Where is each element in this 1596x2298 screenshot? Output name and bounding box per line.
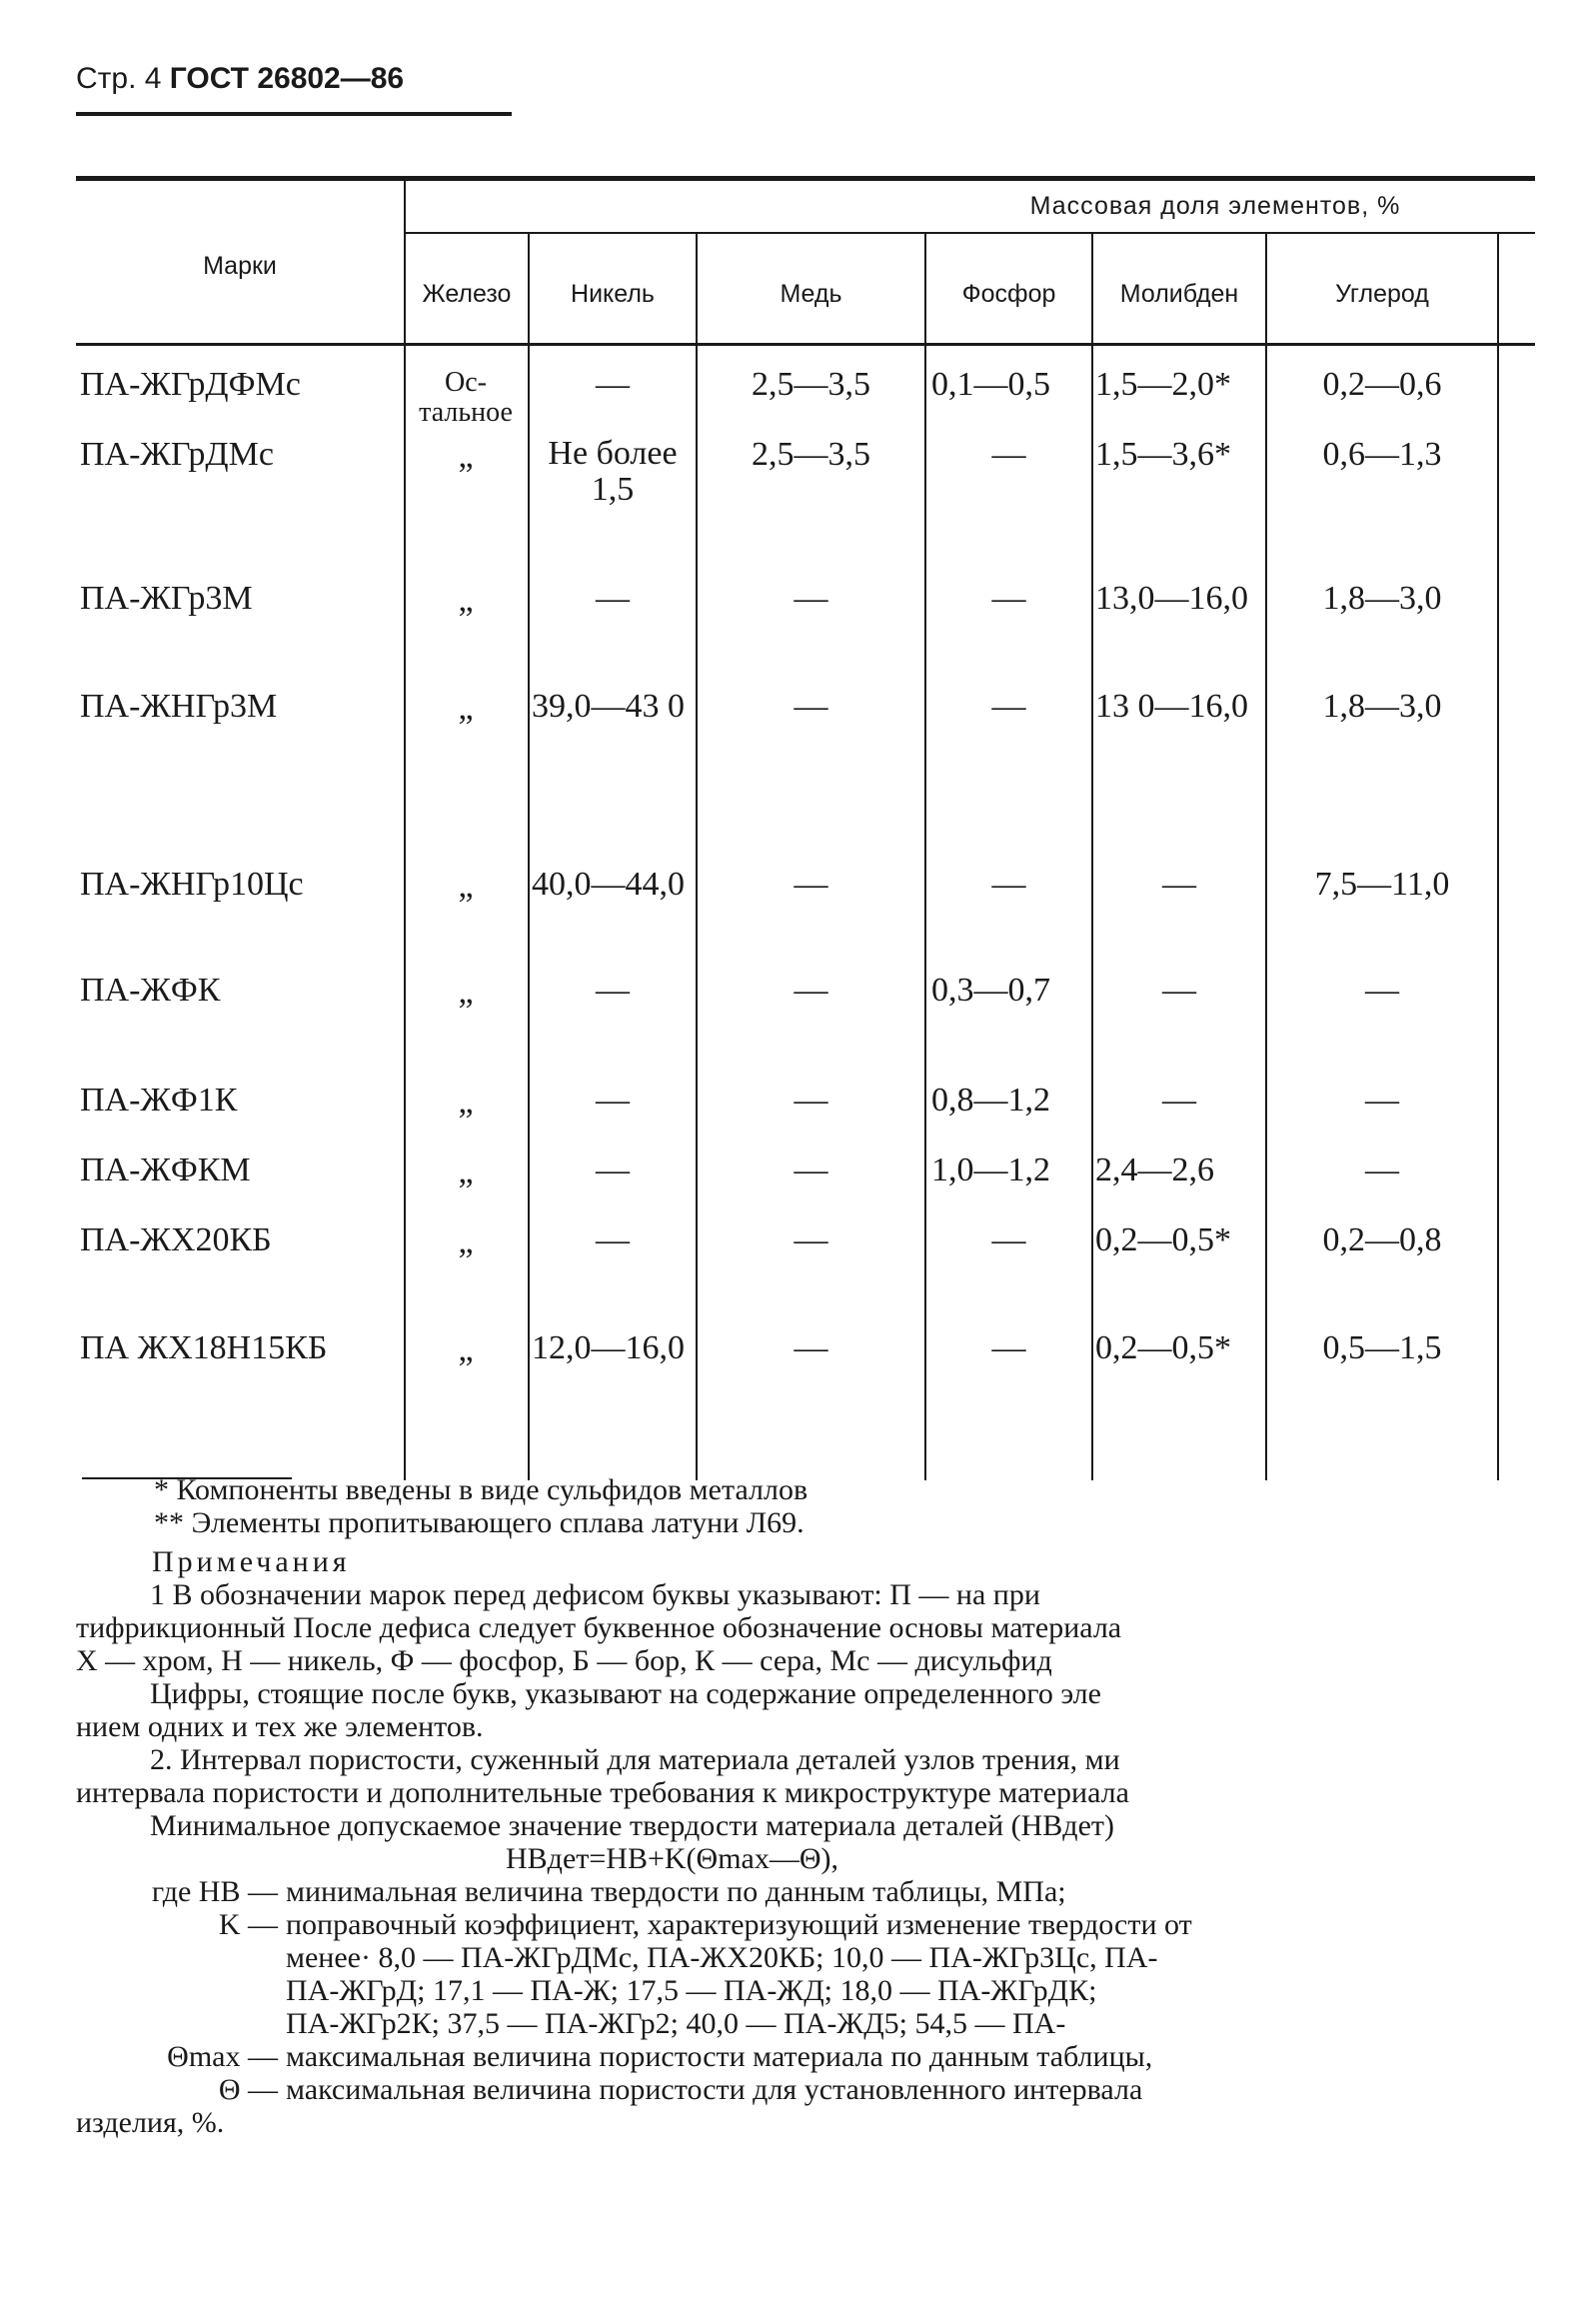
cell-carbon: 7,5—11,0 (1314, 866, 1450, 903)
definition-theta (76, 2073, 1475, 2106)
cell-iron: „ (458, 582, 474, 619)
cell-molybdenum: 2,4—2,6 (1095, 1151, 1214, 1188)
note-1-line: тифрикционный После дефиса следует буквенное обозначение основы материала (76, 1611, 1122, 1644)
note-1-line: Х — хром, Н — никель, Ф — фосфор, Б — бор, К — сера, Мс — дисульфид (76, 1644, 1052, 1677)
cell-molybdenum: 13,0—16,0 (1095, 580, 1248, 617)
cell-iron: „ (458, 1331, 474, 1368)
row-grade: ПА-ЖНГр10Цс (80, 866, 304, 903)
cell-phosphorus: — (991, 580, 1026, 617)
definitions (76, 1875, 1475, 2106)
col-header-grade: Марки (203, 252, 277, 280)
cell-molybdenum: — (1162, 866, 1196, 903)
cell-copper: 2,5—3,5 (752, 366, 870, 403)
cell-nickel: — (596, 1151, 630, 1188)
row-grade: ПА-ЖГрДМс (80, 436, 274, 473)
last-line: изделия, %. (76, 2106, 225, 2139)
col-divider (528, 233, 530, 1480)
col-divider (924, 233, 926, 1480)
definition-text: минимальная величина твердости по данным таблицы, МПа; (286, 1875, 1066, 1908)
cell-carbon: — (1365, 1082, 1399, 1119)
row-grade: ПА ЖХ18Н15КБ (80, 1329, 328, 1366)
cell-phosphorus: 0,3—0,7 (931, 972, 1050, 1009)
note-1-line: нием одних и тех же элементов. (76, 1710, 484, 1743)
col-header-nickel: Никель (571, 280, 655, 308)
row-grade: ПА-ЖГрДФМс (80, 366, 301, 403)
definition-text: максимальная величина пористости для установленного интервала (286, 2073, 1143, 2106)
definition-symbol: Θ — (218, 2073, 278, 2106)
definition-symbol: где HB — (151, 1875, 278, 1908)
table-subheader-rule (405, 232, 1535, 234)
cell-iron: „ (458, 690, 474, 727)
hardness-formula: HBдет=HB+K(Θmax—Θ), (506, 1842, 839, 1875)
footnote-1: * Компоненты введены в виде сульфидов металлов (154, 1473, 808, 1506)
cell-molybdenum: 1,5—2,0* (1095, 366, 1231, 403)
cell-carbon: 0,2—0,6 (1322, 366, 1442, 403)
cell-iron: „ (458, 1223, 474, 1260)
col-header-molybdenum: Молибден (1119, 280, 1239, 308)
col-header-carbon: Углерод (1335, 280, 1429, 308)
standard-code: ГОСТ 26802—86 (169, 62, 405, 95)
row-grade: ПА-ЖФКМ (80, 1151, 251, 1188)
note-2-line: 2. Интервал пористости, суженный для материала деталей узлов трения, ми (150, 1743, 1120, 1776)
definition-theta-max (76, 2040, 1475, 2073)
col-header-phosphorus: Фосфор (961, 280, 1056, 308)
definition-symbol: Θmax — (167, 2040, 278, 2073)
cell-copper: — (794, 1082, 828, 1119)
cell-carbon: — (1365, 972, 1399, 1009)
definition-text: ПА-ЖГрД; 17,1 — ПА-Ж; 17,5 — ПА-ЖД; 18,0 — ПА-ЖГрДК; (286, 1974, 1097, 2007)
cell-molybdenum: 13 0—16,0 (1095, 688, 1248, 725)
table-top-rule (76, 176, 1535, 181)
cell-iron: Ос-тальное (419, 367, 513, 428)
cell-phosphorus: — (991, 866, 1026, 903)
row-grade: ПА-ЖФК (80, 972, 221, 1009)
cell-copper: 2,5—3,5 (752, 436, 870, 473)
row-grade: ПА-ЖНГр3М (80, 688, 278, 725)
cell-iron: „ (458, 1084, 474, 1121)
col-header-iron: Железо (422, 280, 512, 308)
cell-phosphorus: — (991, 1221, 1026, 1258)
cell-copper: — (794, 866, 828, 903)
cell-molybdenum: 0,2—0,5* (1095, 1221, 1231, 1258)
cell-molybdenum: 1,5—3,6* (1095, 436, 1231, 473)
cell-phosphorus: 1,0—1,2 (931, 1151, 1050, 1188)
cell-carbon: 1,8—3,0 (1322, 688, 1442, 725)
page-number: Стр. 4 (76, 62, 162, 95)
cell-iron: „ (458, 868, 474, 905)
cell-phosphorus: 0,1—0,5 (931, 366, 1050, 403)
cell-carbon: 0,5—1,5 (1322, 1329, 1442, 1366)
definition-symbol: K — (218, 1908, 278, 1941)
row-grade: ПА-ЖХ20КБ (80, 1221, 272, 1258)
definition-hb (76, 1875, 1475, 1908)
definition-text: максимальная величина пористости материала по данным таблицы, (286, 2040, 1153, 2073)
page-header (76, 62, 404, 96)
group-header-mass-fraction: Массовая доля элементов, % (1029, 192, 1401, 220)
cell-carbon: 1,8—3,0 (1322, 580, 1442, 617)
definition-text: ПА-ЖГр2К; 37,5 — ПА-ЖГр2; 40,0 — ПА-ЖД5; 54,5 — ПА- (286, 2007, 1066, 2040)
cell-phosphorus: 0,8—1,2 (931, 1082, 1050, 1119)
cell-carbon: 0,2—0,8 (1322, 1221, 1442, 1258)
cell-iron: „ (458, 438, 474, 475)
cell-carbon: 0,6—1,3 (1322, 436, 1442, 473)
col-header-copper: Медь (780, 280, 842, 308)
cell-nickel: 40,0—44,0 (532, 866, 685, 903)
note-2-line: Минимальное допускаемое значение твердости материала деталей (HBдет) (150, 1809, 1114, 1842)
row-grade: ПА-ЖФ1К (80, 1082, 238, 1119)
cell-nickel: Не более 1,5 (548, 435, 678, 508)
cell-nickel: — (596, 580, 630, 617)
col-divider (696, 233, 698, 1480)
cell-phosphorus: — (991, 436, 1026, 473)
table-header-rule (76, 343, 1535, 346)
cell-phosphorus: — (991, 1329, 1026, 1366)
definition-k (76, 1908, 1475, 1941)
notes-section (76, 1473, 1475, 2139)
cell-nickel: 12,0—16,0 (532, 1329, 685, 1366)
col-divider (1265, 233, 1267, 1480)
cell-nickel: — (596, 366, 630, 403)
notes-heading: Примечания (152, 1545, 351, 1578)
definition-text: менее· 8,0 — ПА-ЖГрДМс, ПА-ЖХ20КБ; 10,0 — ПА-ЖГр3Цс, ПА- (286, 1941, 1158, 1974)
cell-iron: „ (458, 974, 474, 1011)
cell-nickel: 39,0—43 0 (532, 688, 685, 725)
cell-nickel: — (596, 972, 630, 1009)
cell-iron: „ (458, 1153, 474, 1190)
cell-molybdenum: — (1162, 1082, 1196, 1119)
cell-phosphorus: — (991, 688, 1026, 725)
cell-molybdenum: 0,2—0,5* (1095, 1329, 1231, 1366)
cell-copper: — (794, 1221, 828, 1258)
cell-nickel: — (596, 1221, 630, 1258)
footnote-2: ** Элементы пропитывающего сплава латуни Л69. (154, 1506, 804, 1539)
definition-text: поправочный коэффициент, характеризующий изменение твердости от (286, 1908, 1192, 1941)
cell-copper: — (794, 972, 828, 1009)
cell-copper: — (794, 1329, 828, 1366)
col-divider (1497, 233, 1499, 1480)
cell-copper: — (794, 688, 828, 725)
row-grade: ПА-ЖГр3М (80, 580, 253, 617)
cell-copper: — (794, 1151, 828, 1188)
cell-nickel: — (596, 1082, 630, 1119)
note-1-line: Цифры, стоящие после букв, указывают на содержание определенного эле (150, 1677, 1101, 1710)
header-rule (76, 112, 512, 116)
cell-molybdenum: — (1162, 972, 1196, 1009)
col-divider (1091, 233, 1093, 1480)
cell-copper: — (794, 580, 828, 617)
cell-carbon: — (1365, 1151, 1399, 1188)
note-2-line: интервала пористости и дополнительные требования к микроструктуре материала (76, 1776, 1129, 1809)
note-1-line: 1 В обозначении марок перед дефисом буквы указывают: П — на при (150, 1578, 1040, 1611)
